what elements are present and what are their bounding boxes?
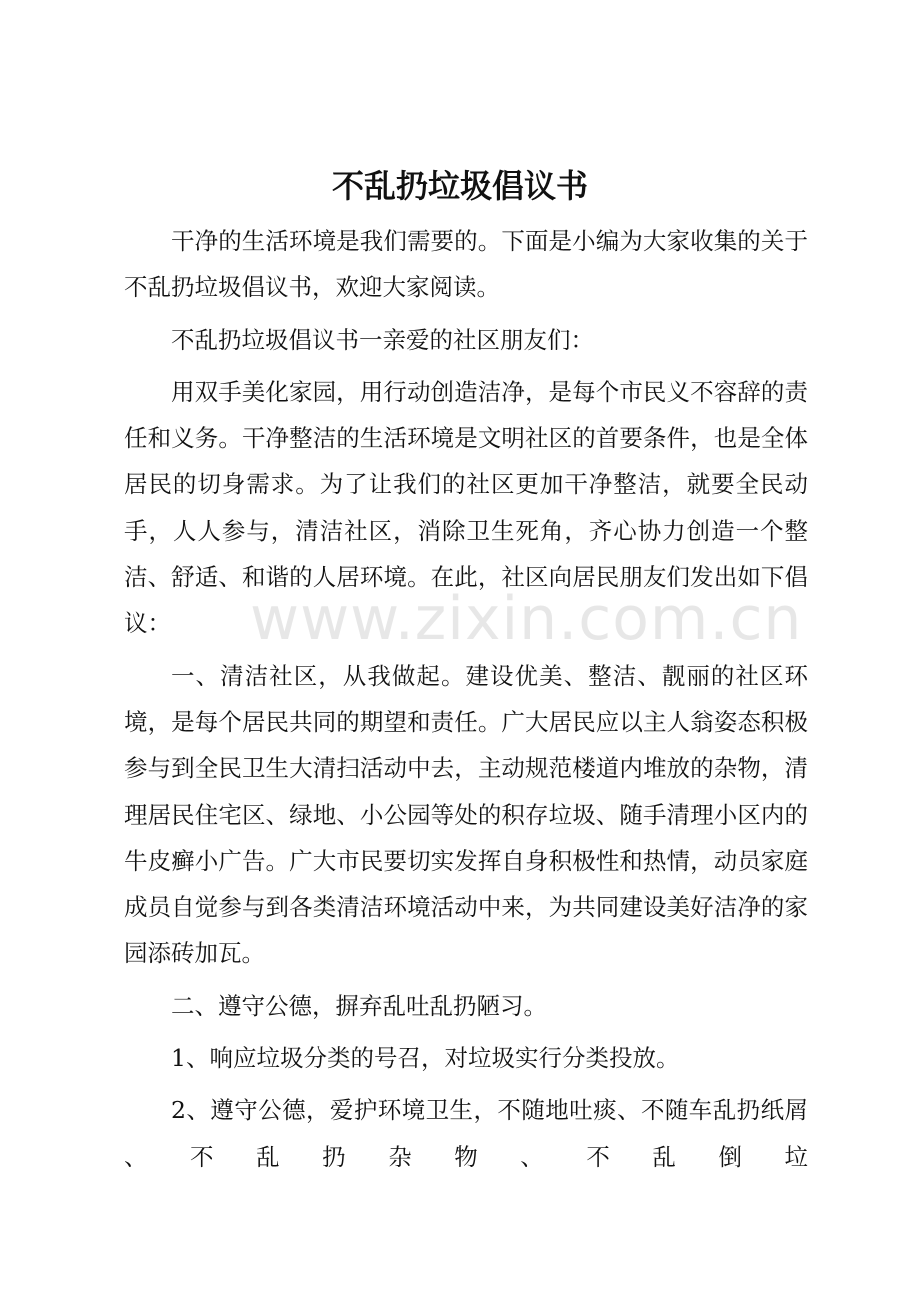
salutation-paragraph: 不乱扔垃圾倡议书一亲爱的社区朋友们： bbox=[171, 325, 594, 354]
intro-paragraph: 干净的生活环境是我们需要的。下面是小编为大家收集的关于不乱扔垃圾倡议书，欢迎大家阅读。 bbox=[124, 227, 808, 302]
document-title: 不乱扔垃圾倡议书 bbox=[331, 167, 588, 205]
list-item-1: 1、响应垃圾分类的号召，对垃圾实行分类投放。 bbox=[171, 1044, 680, 1073]
document-body bbox=[124, 218, 808, 1186]
list-item-2: 2、遵守公德，爱护环境卫生，不随地吐痰、不随车乱扔纸屑 、 不 乱 扔 杂 物 、 不 乱 倒 垃 bbox=[124, 1096, 808, 1171]
section-heading-2: 二、遵守公德，摒弃乱吐乱扔陋习。 bbox=[171, 991, 547, 1020]
watermark: www.zixin.com.cn bbox=[250, 584, 803, 654]
body-paragraph-1: 用双手美化家园，用行动创造洁净，是每个市民义不容辞的责任和义务。干净整洁的生活环境是文明社区的首要条件，也是全体居民的切身需求。为了让我们的社区更加干净整洁，就要全民动手，人人参与，清洁社区，消除卫生死角，齐心协力创造一个整洁、舒适、和谐的人居环境。在此，社区向居民朋友们发出如下倡议： bbox=[124, 377, 808, 638]
body-paragraph-2: 一、清洁社区，从我做起。建设优美、整洁、靓丽的社区环境，是每个居民共同的期望和责任。广大居民应以主人翁姿态积极参与到全民卫生大清扫活动中去，主动规范楼道内堆放的杂物，清理居民住宅区、绿地、小公园等处的积存垃圾、随手清理小区内的牛皮癣小广告。广大市民要切实发挥自身积极性和热情，动员家庭成员自觉参与到各类清洁环境活动中来，为共同建设美好洁净的家园添砖加瓦。 bbox=[124, 661, 808, 968]
